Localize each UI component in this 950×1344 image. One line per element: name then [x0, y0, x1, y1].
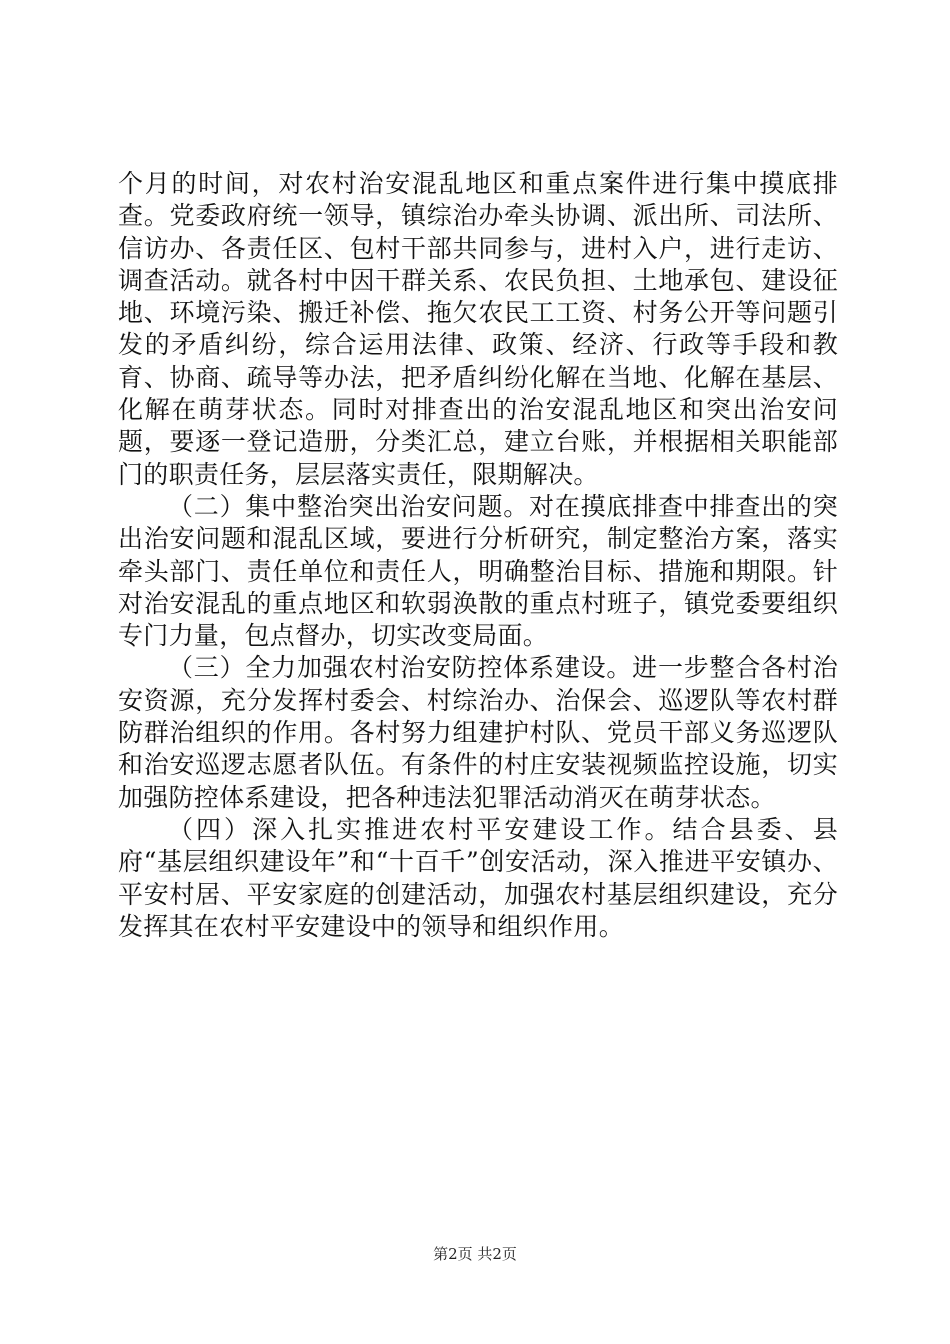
paragraph-section-4: （四）深入扎实推进农村平安建设工作。结合县委、县府“基层组织建设年”和“十百千”创安活动，深入推进平安镇办、平安村居、平安家庭的创建活动，加强农村基层组织建设，充分发挥其在农村平安建设中的领导和组织作用。: [118, 814, 838, 941]
paragraph-section-3: （三）全力加强农村治安防控体系建设。进一步整合各村治安资源，充分发挥村委会、村综治办、治保会、巡逻队等农村群防群治组织的作用。各村努力组建护村队、党员干部义务巡逻队和治安巡逻志愿者队伍。有条件的村庄安装视频监控设施，切实加强防控体系建设，把各种违法犯罪活动消灭在萌芽状态。: [118, 653, 838, 812]
paragraph-section-2: （二）集中整治突出治安问题。对在摸底排查中排查出的突出治安问题和混乱区域，要进行分析研究，制定整治方案，落实牵头部门、责任单位和责任人，明确整治目标、措施和期限。针对治安混乱的重点地区和软弱涣散的重点村班子，镇党委要组织专门力量，包点督办，切实改变局面。: [118, 491, 838, 651]
page-number-footer: 第2页 共2页: [433, 1245, 517, 1263]
paragraph-continuation: 个月的时间，对农村治安混乱地区和重点案件进行集中摸底排查。党委政府统一领导，镇综治办牵头协调、派出所、司法所、信访办、各责任区、包村干部共同参与，进村入户，进行走访、调查活动。就各村中因干群关系、农民负担、土地承包、建设征地、环境污染、搬迁补偿、拖欠农民工工资、村务公开等问题引发的矛盾纠纷，综合运用法律、政策、经济、行政等手段和教育、协商、疏导等办法，把矛盾纠纷化解在当地、化解在基层、化解在萌芽状态。同时对排查出的治安混乱地区和突出治安问题，要逐一登记造册，分类汇总，建立台账，并根据相关职能部门的职责任务，层层落实责任，限期解决。: [118, 169, 838, 489]
document-body: [118, 168, 838, 943]
